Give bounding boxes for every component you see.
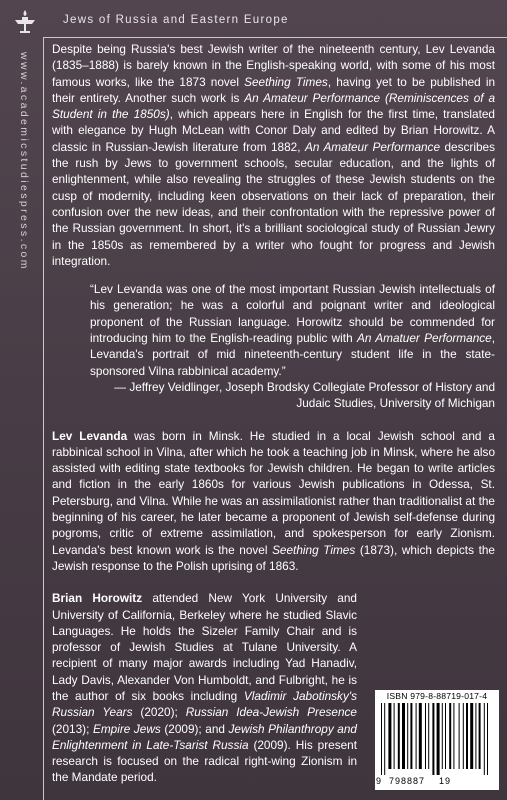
isbn-barcode (375, 690, 499, 790)
quote-text: “Lev Levanda was one of the most important Russian Jewish intellectuals of his generation; he was a colorful and poignant writer and ideological proponent of the Russian language. Horowitz should be commended for introducing him to the English-reading public with (90, 282, 495, 346)
editor-bio-text: attended New York University and University of California, Berkeley where he studied Slavic Languages. He holds the Sizeler Family Chair and is professor of Jewish Studies at Tulane University. A recipient of many major awards including Yad Hanadiv, Lady Davis, Alexander Von Humboldt, and Fulbright, he is the author of six books including (52, 591, 357, 703)
blurb-text: , which appears here in English for the first time, translated with elegance by Hugh McLean with Conor Daly and edited by Brian Horowitz. A classic in Russian-Jewish literature from 1882, (52, 107, 495, 154)
editor-book-title: Russian Idea-Jewish Presence (185, 705, 357, 720)
editor-bio-text: (2013); (52, 721, 93, 736)
series-header (0, 0, 507, 42)
author-bio-text: (1873), which depicts the Jewish response to the Polish uprising of 1863. (52, 542, 495, 573)
barcode-digits-left: 798887 (389, 776, 426, 786)
barcode-bar (388, 703, 391, 769)
barcode-bar (449, 703, 451, 769)
barcode-bar (484, 703, 485, 775)
author-bio-text: was born in Minsk. He studied in a local Jewish school and a rabbinical school in Vilna, after which he took a teaching job in Minsk, where he also assisted with editing state textbooks for Jewish children. He began to write articles and fiction in the early 1860s for various Jewish publications in Odessa, St. Petersburg, and Vilna. While he was an assimilationist rather than traditionalist at the beginning of his career, he later became a proponent of Jewish self-defense during pogroms, critic of extreme assimilation, and spokesperson for early Zionism. Levanda's best known work is the novel (52, 428, 495, 557)
top-divider (43, 37, 507, 38)
author-name: Lev Levanda (52, 428, 128, 443)
blurb-title-seething-times: Seething Times (244, 74, 328, 89)
blurb-text: describes the rush by Jews to government schools, secular education, and the lights of enlightenment, while also revealing the struggles of these Jewish students on the cusp of modernity, including keen observations on their lack of preparation, their confusion over the new ideas, and their confrontation with the repressive power of the Russian government. In short, it's a brilliant sociological study of Russian Jewry in the 1850s as remembered by a writer who fought for progress and Jewish integration. (52, 139, 495, 268)
cover-text (52, 41, 495, 786)
barcode-bar (394, 703, 395, 769)
endorsement-attribution: — Jeffrey Veidlinger, Joseph Brodsky Collegiate Professor of History and Judaic Studies, University of Michigan (114, 379, 495, 411)
barcode-bar (402, 703, 405, 769)
editor-book-title: Vladimir Jabotinsky's Russian Years (52, 688, 357, 720)
barcode-bar (466, 703, 468, 769)
blurb-text: Despite being Russia's best Jewish writer of the nineteenth century, Lev Levanda (1835–1888) is barely known in the English-speaking world, with some of his most famous works, like the 1873 novel (52, 42, 495, 89)
publisher-url: www.academicstudiespress.com (18, 52, 30, 271)
barcode-bar (487, 703, 488, 775)
barcode-bar (442, 703, 443, 769)
barcode-bar (470, 703, 473, 769)
editor-name: Brian Horowitz (52, 591, 143, 606)
author-bio (52, 428, 495, 575)
barcode-bar (479, 703, 481, 769)
side-divider (43, 37, 44, 800)
book-blurb (52, 41, 495, 269)
editor-bio (52, 590, 357, 786)
barcode-bar (428, 703, 429, 769)
editor-book-title: Empire Jews (92, 721, 161, 736)
menorah-lamp-icon (12, 8, 38, 36)
barcode-bar (407, 703, 408, 769)
blurb-title-amateur-performance-full: An Amateur Performance (Reminiscences of a Student in the 1850s) (52, 90, 495, 122)
barcode-bar (437, 703, 440, 775)
blurb-text: , having yet to be published in their entirety. Another such work is (52, 74, 496, 105)
barcode-bar (475, 703, 476, 769)
endorsement (90, 281, 495, 411)
barcode-bar (425, 703, 426, 769)
barcode-bar (432, 703, 434, 775)
author-bio-book-title: Seething Times (272, 542, 356, 557)
barcode-bar (416, 703, 417, 769)
barcode-bar (463, 703, 464, 769)
endorsement-quote (90, 281, 495, 379)
barcode-bars (381, 703, 493, 775)
editor-bio-text: (2009). His present research is focused on the radical right-wing Zionism in the Mandate period. (52, 737, 357, 785)
barcode-bar (419, 703, 422, 769)
editor-book-title: Jewish Philanthropy and Enlightenment in Late-Tsarist Russia (52, 721, 357, 752)
barcode-bar (410, 703, 412, 769)
series-title: Jews of Russia and Eastern Europe (63, 14, 289, 26)
editor-bio-text: (2009); and (160, 721, 229, 736)
barcode-bar (453, 703, 454, 769)
editor-bio-text: (2020); (132, 705, 186, 720)
barcode-digit-first: 9 (376, 776, 383, 786)
quote-text: , Levanda's portrait of mid nineteenth-century student life in the state-sponsored Vilna rabbinical academy.” (90, 331, 495, 378)
isbn-number: ISBN 979-8-88719-017-4 (386, 691, 488, 701)
barcode-digits-right: 19 (439, 776, 452, 786)
barcode-bar (384, 703, 385, 775)
barcode-bar (381, 703, 382, 775)
barcode-bar (445, 703, 446, 769)
barcode-bar (459, 703, 460, 769)
quote-book-title: An Amatuer Performance (356, 331, 492, 346)
blurb-title-amateur-performance: An Amateur Performance (304, 139, 441, 154)
barcode-bar (398, 703, 400, 769)
